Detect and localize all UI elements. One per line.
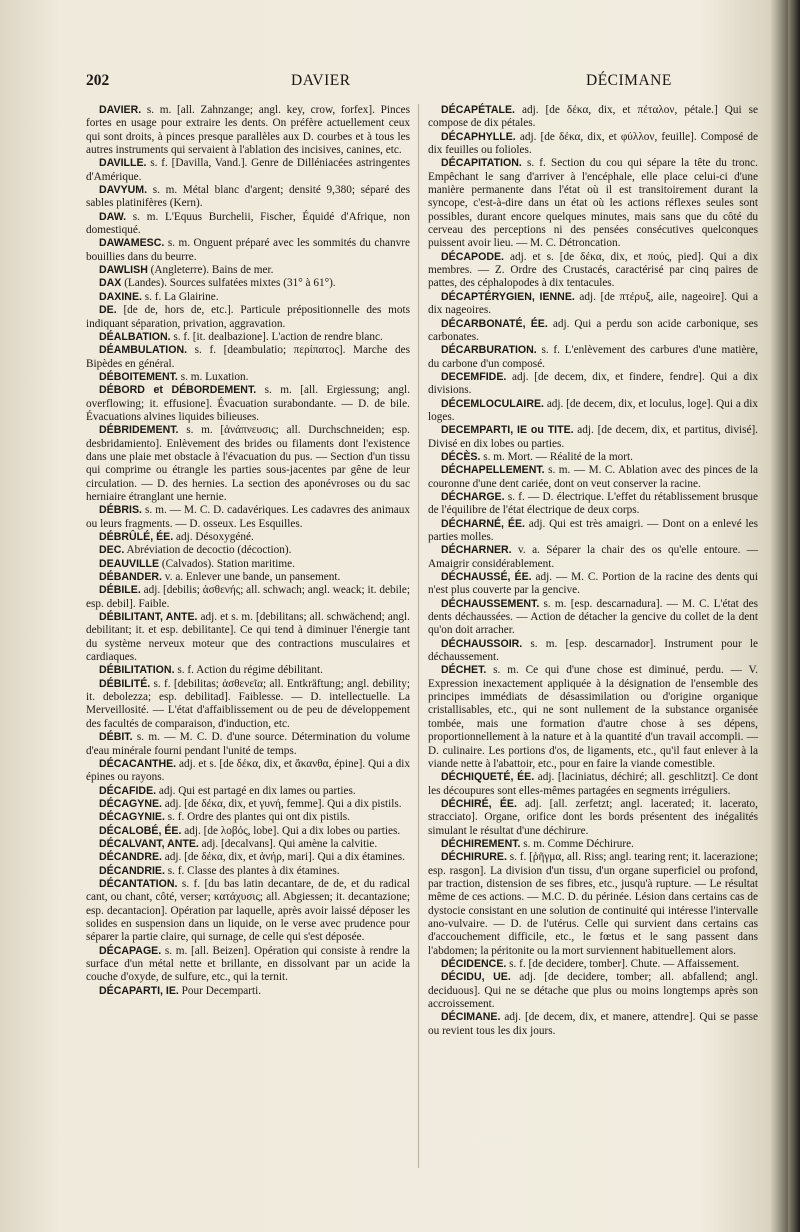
dictionary-entry — [86, 851, 410, 864]
entry-headword: DÉCHIRURE. — [441, 851, 507, 864]
entry-headword: DÉCALVANT, ANTE. — [99, 837, 199, 850]
dictionary-entry — [86, 384, 410, 424]
dictionary-entry — [86, 544, 410, 557]
entry-headword: DEC. — [99, 544, 125, 557]
dictionary-entry — [428, 291, 758, 318]
dictionary-entry — [86, 664, 410, 677]
right-column — [428, 104, 758, 1038]
entry-headword: DAWLISH — [99, 264, 148, 277]
entry-headword: DAX — [99, 277, 122, 290]
entry-definition: adj. et s. [de δέκα, dix, et ἄκανθα, épine]. Qui a dix épines ou rayons. — [86, 757, 410, 784]
dictionary-entry — [428, 251, 758, 291]
entry-definition: s. f. [Davilla, Vand.]. Genre de Dilléniacées astringentes d'Amérique. — [86, 157, 410, 183]
dictionary-entry — [86, 371, 410, 384]
entry-definition: s. f. Section du cou qui sépare la tête du tronc. Empêchant le sang d'arriver à l'encéphale, elle place celui-ci d'une manière permanente dans l'état où il est transitoirement durant la syncope, c'est-à-dire dans un état où les actions réflexes seules sont possibles, durant encore quelques minutes, mais sans que du côté du cerveau des perceptions ni des pensées consécutives quelconques puissent avoir lieu. — M. C. Détroncation. — [428, 157, 758, 250]
dictionary-entry — [86, 584, 410, 611]
dictionary-entry — [428, 798, 758, 838]
entry-headword: DÉCALOBÉ, ÉE. — [99, 824, 182, 837]
dictionary-entry — [428, 344, 758, 371]
dictionary-entry — [428, 318, 758, 345]
entry-definition: s. m. — M. C. D. d'une source. Détermination du volume d'eau minérale fourni pendant l'unité de temps. — [86, 731, 410, 757]
entry-headword: DÉCHARNER. — [441, 544, 512, 557]
entry-definition: (Landes). Sources sulfatées mixtes (31° à 61°). — [121, 277, 336, 290]
dictionary-entry — [86, 678, 410, 731]
entry-definition: s. m. Onguent préparé avec les sommités du chanvre bouillies dans du beurre. — [86, 237, 410, 263]
entry-definition: adj. [de δέκα, dix, et γυνή, femme]. Qui a dix pistils. — [161, 797, 402, 810]
entry-headword: DÉCHAUSSÉ, ÉE. — [441, 571, 532, 584]
dictionary-entry — [86, 277, 410, 290]
entry-definition: s. f. L'enlèvement des carbures d'une matière, du carbone d'un composé. — [428, 344, 758, 370]
entry-definition: adj. [de decem, dix, et findere, fendre]. Qui a dix divisions. — [428, 370, 758, 397]
entry-headword: DÉCANDRIE. — [99, 864, 165, 877]
entry-headword: DÉCAPTÉRYGIEN, IENNE. — [441, 290, 575, 303]
entry-headword: DÉBORD et DÉBORDEMENT. — [99, 384, 257, 397]
entry-definition: s. m. L'Equus Burchelii, Fischer, Équidé d'Afrique, non domestiqué. — [86, 210, 410, 237]
dictionary-entry — [86, 811, 410, 824]
entry-definition: s. f. [ῥῆγμα, all. Riss; angl. tearing rent; it. lacerazione; esp. rasgon]. La division d'un tissu, d'un organe superficiel ou profond, par traction, distension de ses fibres, etc., jusqu'à rupture. — Le résultat même de ces actions. — M.C. D. du périnée. Lésion dans certains cas de dystocie consistant en une solution de continuité qui intéresse l'intervalle ano-vulvaire. — D. de l'utérus. Celle qui survient dans certains cas d'accouchement difficile, etc., le fœtus et le sang passent dans l'abdomen; la péritonite ou la mort surviennent habituellement alors. — [428, 851, 758, 957]
entry-definition: adj. [all. zerfetzt; angl. lacerated; it. lacerato, stracciato]. Organe, orifice dont les bords présentent des inégalités simulant le résultat d'une déchirure. — [428, 797, 758, 837]
entry-definition: s. f. [du bas latin decantare, de de, et du radical cant, ou chant, côté, verser; κατάχυσις; all. Abgiessen; it. decantazione; esp. decantacion]. Opération par laquelle, après avoir laissé déposer les solides en suspension dans un liquide, on le verse avec prudence pour séparer la partie claire, qui surnage, de celle qui s'est déposée. — [86, 877, 410, 944]
entry-headword: DÉCAPHYLLE. — [441, 130, 516, 143]
entry-definition: v. a. Séparer la chair des os qu'elle entoure. — Amaigrir considérablement. — [428, 544, 758, 570]
entry-headword: DÉBILITATION. — [99, 664, 175, 677]
entry-headword: DÉBRIDEMENT. — [99, 424, 179, 437]
dictionary-entry — [86, 758, 410, 785]
entry-definition: (Calvados). Station maritime. — [159, 557, 295, 570]
entry-definition: s. f. [de decidere, tomber]. Chute. — Affaissement. — [506, 958, 740, 970]
dictionary-entry — [86, 865, 410, 878]
entry-definition: adj. [de decidere, tomber; all. abfallend; angl. deciduous]. Qui ne se détache que plus ou moins longtemps après son accroissement. — [428, 971, 758, 1011]
entry-headword: DE. — [99, 304, 117, 317]
entry-definition: s. m. Comme Déchirure. — [520, 837, 634, 850]
dictionary-entry — [428, 157, 758, 250]
dictionary-entry — [86, 237, 410, 264]
entry-definition: adj. — M. C. Portion de la racine des dents qui n'est plus couverte par la gencive. — [428, 571, 758, 597]
entry-headword: DÉCIDU, UE. — [441, 971, 511, 984]
entry-headword: DÉCHARNÉ, ÉE. — [441, 517, 525, 530]
entry-headword: DÉCHET. — [441, 664, 487, 677]
dictionary-entry — [428, 598, 758, 638]
dictionary-entry — [86, 531, 410, 544]
entry-definition: adj. [de δέκα, dix, et πέταλον, pétale.] Qui se compose de dix pétales. — [428, 104, 758, 130]
entry-definition: adj. [de δέκα, dix, et φύλλον, feuille]. Composé de dix feuilles ou folioles. — [428, 130, 758, 157]
dictionary-entry — [428, 518, 758, 545]
dictionary-entry — [428, 424, 758, 451]
entry-headword: DÉBOITEMENT. — [99, 370, 178, 383]
dictionary-entry — [428, 371, 758, 398]
entry-headword: DÉCHAUSSEMENT. — [441, 597, 540, 610]
entry-definition: [de de, hors de, etc.]. Particule prépositionnelle des mots indiquant séparation, privation, aggravation. — [86, 304, 410, 330]
entry-headword: DÉCIMANE. — [441, 1011, 501, 1024]
entry-definition: s. f. [debilitas; ἀσθενεῖα; all. Entkräftung; angl. debility; it. debolezza; esp. debilitad]. Faiblesse. — D. intellectuelle. La Merveillosité. — L'état d'affaiblissement ou de peu de développement des facultés de comparaison, d'induction, etc. — [86, 677, 410, 730]
left-running-head: DAVIER — [291, 72, 351, 89]
dictionary-entry — [428, 464, 758, 491]
entry-definition: (Angleterre). Bains de mer. — [147, 264, 274, 277]
entry-headword: DÉCAPÉTALE. — [441, 104, 515, 116]
dictionary-entry — [86, 785, 410, 798]
dictionary-entry — [428, 491, 758, 518]
dictionary-entry — [86, 157, 410, 184]
entry-definition: adj. [decalvans]. Qui amène la calvitie. — [198, 837, 378, 850]
entry-headword: DÉBILITANT, ANTE. — [99, 611, 198, 624]
entry-definition: s. m. [esp. descarnador]. Instrument pour le déchaussement. — [428, 637, 758, 664]
dictionary-entry — [86, 211, 410, 238]
entry-headword: DÉCAFIDE. — [99, 784, 157, 797]
entry-definition: s. f. [deambulatio; περίπατος]. Marche des Bipèdes en général. — [86, 344, 410, 370]
dictionary-entry — [86, 291, 410, 304]
entry-definition: s. f. [it. dealbazione]. L'action de rendre blanc. — [170, 330, 383, 343]
entry-definition: s. m. Mort. — Réalité de la mort. — [480, 450, 633, 463]
dictionary-entry — [428, 571, 758, 598]
dictionary-entry — [86, 838, 410, 851]
entry-headword: DÉCARBURATION. — [441, 344, 537, 357]
entry-definition: adj. [de decem, dix, et partitus, divisé]. Divisé en dix lobes ou parties. — [428, 424, 758, 450]
entry-definition: adj. [de decem, dix, et manere, attendre]. Qui se passe ou revient tous les dix jours. — [428, 1011, 758, 1037]
right-running-head: DÉCIMANE — [586, 72, 672, 89]
entry-definition: s. m. [esp. descarnadura]. — M. C. L'état des dents déchaussées. — Action de détacher la gencive du collet de la dent qu'on doit arracher. — [428, 597, 758, 637]
running-header — [86, 72, 766, 96]
entry-headword: DÉAMBULATION. — [99, 344, 188, 357]
dictionary-entry — [428, 958, 758, 971]
dictionary-entry — [86, 424, 410, 504]
entry-definition: s. m. Ce qui d'une chose est diminué, perdu. — V. Expression inexactement appliquée à la désignation de l'ensemble des principes immédiats de désassimilation ou d'origine organique cristallisables, etc., qui ne sont nullement de la substance organisée tombée, mais une formation d'autre chose à ses dépens, proportionnellement à la nature et à la quantité d'un travail accompli. — D. culinaire. Les portions d'os, de ligaments, etc., qu'il faut enlever à la viande nette à l'abattoir, etc., pour en faire la viande comestible. — [428, 664, 758, 770]
dictionary-entry — [428, 971, 758, 1011]
entry-definition: adj. Désoxygéné. — [173, 531, 254, 543]
entry-definition: Pour Decemparti. — [178, 984, 262, 997]
entry-definition: s. m. [all. Ergiessung; angl. overflowing; it. effusione]. Évacuation surabondante. — D. de bile. Évacuations alvines liquides bilieuses. — [86, 384, 411, 423]
entry-definition: adj. [de πτέρυξ, aile, nageoire]. Qui a dix nageoires. — [428, 290, 758, 317]
entry-headword: DÉBRÛLÉ, ÉE. — [99, 531, 174, 543]
entry-headword: DÉCHIQUETÉ, ÉE. — [441, 771, 535, 784]
dictionary-entry — [428, 104, 758, 131]
entry-headword: DÉCAPARTI, IE. — [99, 984, 179, 997]
dictionary-entry — [428, 638, 758, 665]
dictionary-entry — [428, 771, 758, 798]
entry-definition: adj. Qui a perdu son acide carbonique, ses carbonates. — [428, 317, 758, 343]
entry-headword: DÉCIDENCE. — [441, 958, 507, 970]
entry-definition: s. m. Métal blanc d'argent; densité 9,380; séparé des sables platinifères (Kern). — [86, 184, 410, 210]
entry-definition: s. f. Classe des plantes à dix étamines. — [164, 864, 340, 877]
entry-headword: DÉALBATION. — [99, 330, 171, 343]
entry-definition: s. m. Luxation. — [177, 370, 249, 383]
entry-headword: DAVIER. — [99, 104, 142, 116]
entry-headword: DÉCAGYNIE. — [99, 811, 165, 824]
dictionary-entry — [86, 304, 410, 331]
page-number: 202 — [86, 72, 110, 89]
entry-headword: DÉCANDRE. — [99, 851, 162, 864]
dictionary-entry — [86, 504, 410, 531]
entry-headword: DÉCAPODE. — [441, 250, 504, 263]
dictionary-entry — [428, 544, 758, 571]
entry-headword: DÉCHIRÉ, ÉE. — [441, 797, 517, 810]
entry-definition: adj. [debilis; ἀσθενής; all. schwach; angl. weack; it. debile; esp. debil]. Faible. — [86, 584, 410, 610]
entry-headword: DÉCEMLOCULAIRE. — [441, 397, 544, 410]
dictionary-entry — [428, 398, 758, 425]
entry-definition: s. m. [all. Beizen]. Opération qui consiste à rendre la surface d'un métal nette et brillante, en dissolvant par un acide la couche d'oxyde, de sulfure, etc., qui la ternit. — [86, 944, 410, 984]
column-divider — [418, 104, 419, 1168]
dictionary-entry — [428, 838, 758, 851]
dictionary-entry — [428, 851, 758, 958]
dictionary-entry — [428, 664, 758, 771]
entry-headword: DÉCARBONATÉ, ÉE. — [441, 317, 548, 330]
entry-definition: adj. [de δέκα, dix, et ἀνήρ, mari]. Qui a dix étamines. — [161, 851, 405, 864]
dictionary-entry — [86, 331, 410, 344]
dictionary-entry — [86, 558, 410, 571]
entry-definition: adj. Qui est partagé en dix lames ou parties. — [156, 784, 356, 797]
entry-headword: DAVYUM. — [99, 184, 148, 197]
entry-headword: DÉCACANTHE. — [99, 757, 177, 770]
entry-definition: s. m. — M. C. Ablation avec des pinces de la couronne d'une dent cariée, dont on veut conserver la racine. — [428, 464, 758, 490]
dictionary-entry — [86, 825, 410, 838]
dictionary-entry — [86, 731, 410, 758]
entry-headword: DECEMPARTI, IE ou TITE. — [441, 424, 574, 437]
dictionary-entry — [86, 264, 410, 277]
entry-definition: adj. Qui est très amaigri. — Dont on a enlevé les parties molles. — [428, 517, 758, 543]
entry-definition: s. f. Ordre des plantes qui ont dix pistils. — [164, 811, 350, 824]
entry-headword: DÉCAPAGE. — [99, 944, 162, 957]
dictionary-entry — [86, 878, 410, 945]
entry-headword: DÉCÈS. — [441, 450, 481, 463]
entry-definition: s. f. La Glairine. — [141, 290, 219, 303]
entry-definition: adj. [de decem, dix, et loculus, loge]. Qui a dix loges. — [428, 397, 759, 423]
entry-definition: s. m. — M. C. D. cadavériques. Les cadavres des animaux ou leurs fragments. — D. osseux. Les Esquilles. — [86, 504, 410, 530]
dictionary-entry — [428, 451, 758, 464]
binding-edge — [788, 0, 800, 1232]
entry-headword: DAVILLE. — [99, 157, 147, 170]
dictionary-entry — [428, 131, 758, 158]
entry-headword: DÉBIT. — [99, 731, 133, 744]
entry-definition: adj. [de λοβός, lobe]. Qui a dix lobes ou parties. — [181, 824, 401, 837]
dictionary-entry — [86, 344, 410, 371]
entry-definition: adj. et s. [de δέκα, dix, et πούς, pied]. Qui a dix membres. — Z. Ordre des Crustacés, caractérisé par cinq paires de pattes, des céphalopodes à dix tentacules. — [428, 250, 758, 290]
entry-headword: DÉCHAUSSOIR. — [441, 637, 523, 650]
entry-headword: DÉCHIREMENT. — [441, 837, 521, 850]
entry-definition: Abréviation de decoctio (décoction). — [124, 544, 292, 557]
entry-headword: DÉBRIS. — [99, 504, 142, 517]
dictionary-entry — [86, 571, 410, 584]
entry-headword: DÉBANDER. — [99, 571, 162, 584]
entry-headword: DÉBILITÉ. — [99, 677, 151, 690]
left-column — [86, 104, 410, 998]
dictionary-entry — [86, 104, 410, 157]
entry-headword: DAXINE. — [99, 290, 142, 303]
entry-definition: s. m. [all. Zahnzange; angl. key, crow, forfex]. Pinces fortes en usage pour extraire les dents. On préfère actuellement ceux qui sont droits, à pinces presque parallèles aux D. courbes et à tous les autres instruments qui servaient à l'ablation des incisives, canines, etc. — [86, 104, 410, 157]
dictionary-entry — [86, 985, 410, 998]
entry-headword: DAWAMESC. — [99, 237, 165, 250]
entry-definition: adj. [laciniatus, déchiré; all. geschlitzt]. Ce dont les découpures sont elles-mêmes partagées en segments irréguliers. — [428, 771, 758, 797]
entry-definition: s. f. — D. électrique. L'effet du rétablissement brusque de l'équilibre de l'état électrique de deux corps. — [428, 490, 758, 517]
entry-headword: DÉCHARGE. — [441, 490, 505, 503]
entry-definition: v. a. Enlever une bande, un pansement. — [161, 571, 341, 584]
entry-headword: DAW. — [99, 210, 127, 223]
dictionary-entry — [86, 945, 410, 985]
dictionary-entry — [86, 611, 410, 664]
entry-definition: s. f. Action du régime débilitant. — [174, 664, 323, 677]
entry-headword: DÉCAPITATION. — [441, 157, 522, 170]
dictionary-entry — [428, 1011, 758, 1038]
entry-headword: DÉCHAPELLEMENT. — [441, 464, 545, 477]
entry-headword: DEAUVILLE — [99, 557, 160, 570]
entry-headword: DÉBILE. — [99, 584, 141, 597]
entry-definition: s. m. [ἀνάπνευσις; all. Durchschneiden; esp. desbridamiento]. Enlèvement des brides ou filaments dont l'existence dans une plaie met obstacle à l'évacuation du pus. — Section d'un tissu qui comprime ou étrangle les parties sous-jacentes par gêne de leur circulation. — D. des hernies. La section des aponévroses ou du sac herniaire étranglant une hernie. — [86, 424, 410, 503]
dictionary-entry — [86, 798, 410, 811]
entry-headword: DECEMFIDE. — [441, 370, 507, 383]
entry-headword: DÉCAGYNE. — [99, 797, 162, 810]
dictionary-entry — [86, 184, 410, 211]
entry-headword: DÉCANTATION. — [99, 877, 178, 890]
entry-definition: adj. et s. m. [debilitans; all. schwächend; angl. debilitant; it. et esp. debilitante]. Ce qui tend à diminuer l'énergie tant du système nerveux moteur que des contractions musculaires et cardiaques. — [86, 611, 410, 664]
